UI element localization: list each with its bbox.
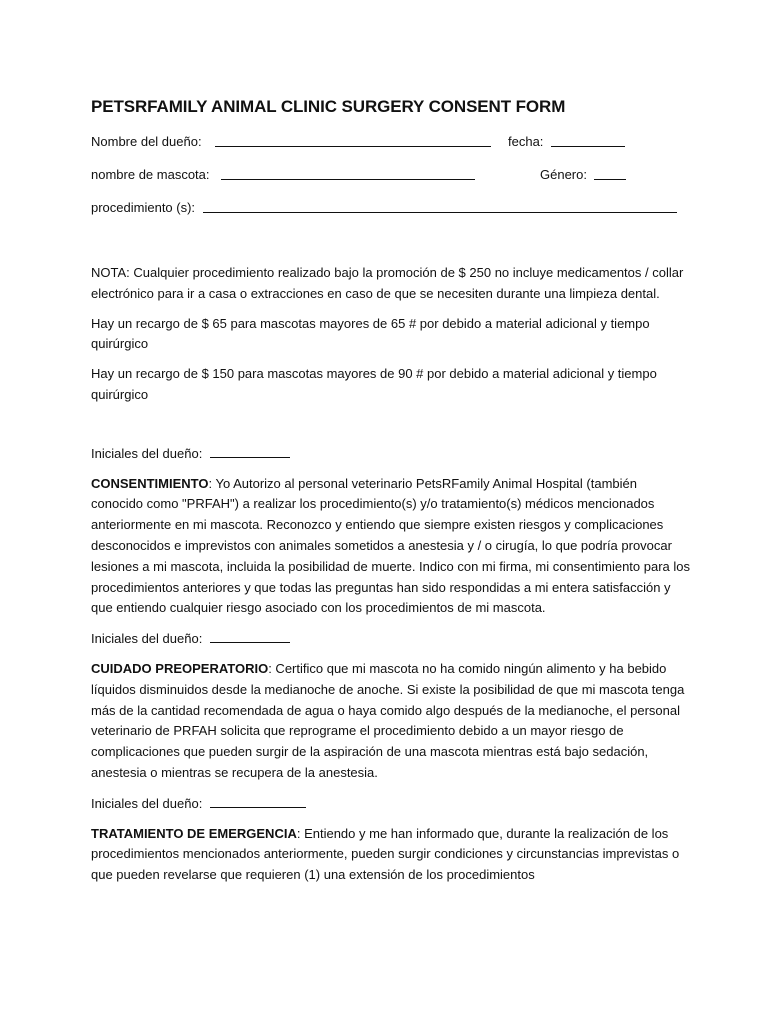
date-label: fecha:: [508, 134, 544, 149]
preop-heading: CUIDADO PREOPERATORIO: [91, 660, 269, 676]
procedure-row: [91, 198, 691, 218]
pet-name-label: nombre de mascota:: [91, 167, 210, 182]
preop-text: : Certifico que mi mascota no ha comido ningún alimento y ha bebido líquidos disminuidos desde la medianoche de anoche. Si existe la posibilidad de que mi mascota tenga más de la cantidad recomendada de agua o haya comido algo después de la medianoche, el personal veterinario de PRFAH solicita que reprograme el procedimiento debido a un mayor riesgo de complicaciones que pueden surgir de la aspiración de una mascota mientras está bajo sedación, anestesia o mientras se recupera de la anestesia.: [91, 660, 685, 780]
initials-field-3[interactable]: [210, 793, 306, 808]
date-field[interactable]: [551, 132, 625, 154]
consent-text: : Yo Autorizo al personal veterinario PetsRFamily Animal Hospital (también conocido como "PRFAH") a realizar los procedimiento(s) y/o tratamiento(s) médicos mencionados anteriormente en mi mascota. Reconozco y entiendo que siempre existen riesgos y complicaciones desconocidos e imprevistos con animales sometidos a anestesia y / o cirugía, lo que podría provocar lesiones a mi mascota, incluida la posibilidad de muerte. Indico con mi firma, mi consentimiento para los procedimientos anteriores y que todas las preguntas han sido respondidas a mi entera satisfacción y que entiendo cualquier riesgo asociado con los procedimientos de mi mascota.: [91, 475, 691, 616]
initials-field-2[interactable]: [210, 628, 290, 643]
initials-label-1: Iniciales del dueño:: [91, 445, 203, 461]
initials-line-3: [91, 793, 691, 815]
form-title: PETSRFAMILY ANIMAL CLINIC SURGERY CONSENT FORM: [91, 97, 566, 116]
preop-paragraph: [91, 659, 691, 784]
initials-label-2: Iniciales del dueño:: [91, 631, 203, 647]
pet-name-field[interactable]: [221, 165, 475, 187]
gender-label: Género:: [540, 167, 587, 182]
consent-heading: CONSENTIMIENTO: [91, 475, 209, 491]
promo-note: NOTA: Cualquier procedimiento realizado bajo la promoción de $ 250 no incluye medicamentos / collar electrónico para ir a casa o extracciones en caso de que se necesiten durante una limpieza dental.: [91, 265, 684, 301]
owner-name-field[interactable]: [215, 132, 491, 154]
initials-line-2: [91, 628, 691, 650]
emergency-text: : Entiendo y me han informado que, durante la realización de los procedimientos mencionados anteriormente, pueden surgir condiciones y circunstancias imprevistas o que pueden revelarse que requieren (1) una extensión de los procedimientos: [91, 825, 680, 883]
consent-paragraph: [91, 474, 691, 620]
initials-label-3: Iniciales del dueño:: [91, 795, 203, 811]
gender-field[interactable]: [594, 165, 626, 187]
procedure-field[interactable]: [203, 198, 677, 220]
surcharge-150: Hay un recargo de $ 150 para mascotas mayores de 90 # por debido a material adicional y tiempo quirúrgico: [91, 366, 657, 402]
owner-date-row: [91, 132, 691, 152]
consent-form: [91, 96, 691, 895]
emergency-heading: TRATAMIENTO DE EMERGENCIA: [91, 825, 297, 841]
surcharge-65: Hay un recargo de $ 65 para mascotas mayores de 65 # por debido a material adicional y tiempo quirúrgico: [91, 315, 650, 352]
initials-field-1[interactable]: [210, 443, 290, 458]
initials-line-1: [91, 443, 691, 465]
emergency-paragraph: [91, 824, 691, 886]
procedure-label: procedimiento (s):: [91, 200, 196, 215]
owner-name-label: Nombre del dueño:: [91, 134, 202, 149]
pet-gender-row: [91, 165, 691, 185]
